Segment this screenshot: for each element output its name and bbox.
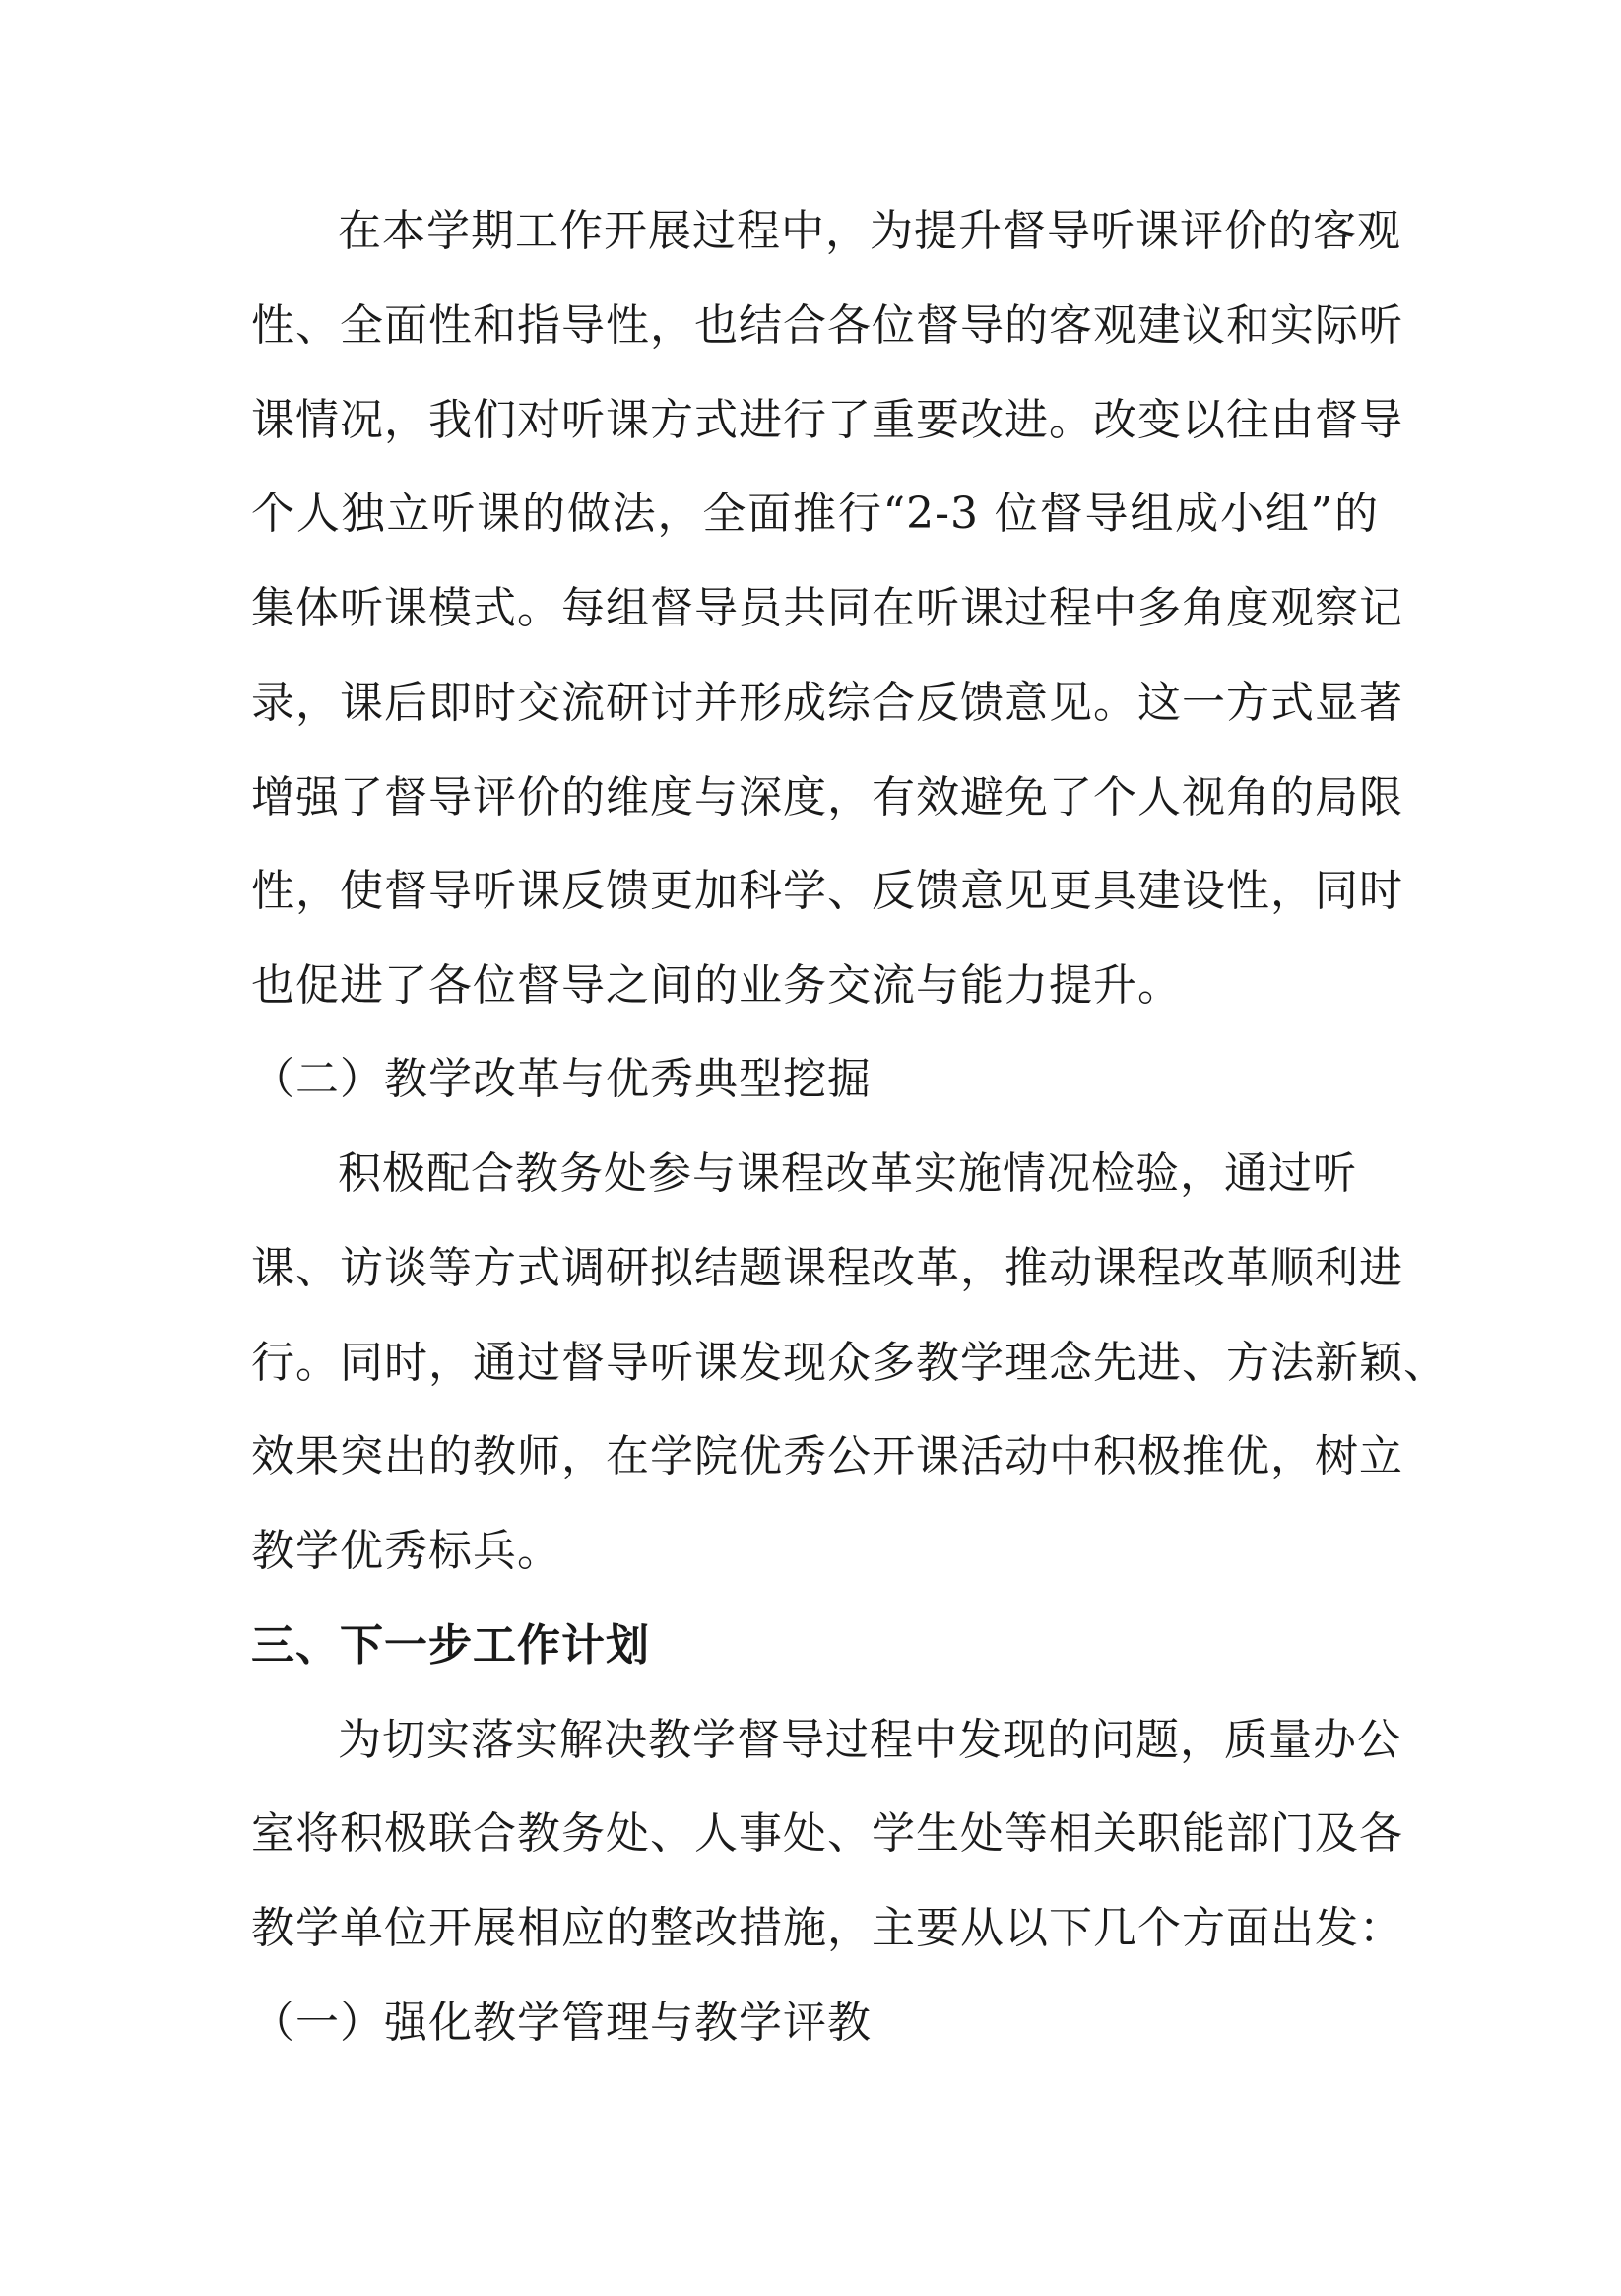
paragraph-2-line-3: 行。同时，通过督导听课发现众多教学理念先进、方法新颖、 (251, 1338, 1448, 1388)
paragraph-2-line-1: 积极配合教务处参与课程改革实施情况检验，通过听 (338, 1148, 1357, 1199)
paragraph-1-line-4: 个人独立听课的做法，全面推行“2-3 位督导组成小组”的 (251, 489, 1379, 539)
subheading-teaching-reform: （二）教学改革与优秀典型挖掘 (251, 1054, 872, 1104)
paragraph-3-line-3: 教学单位开展相应的整改措施，主要从以下几个方面出发： (251, 1903, 1403, 1953)
paragraph-1-line-5: 集体听课模式。每组督导员共同在听课过程中多角度观察记 (251, 583, 1403, 633)
subheading-teaching-management: （一）强化教学管理与教学评教 (251, 1998, 872, 2048)
paragraph-1-line-6: 录，课后即时交流研讨并形成综合反馈意见。这一方式显著 (251, 678, 1403, 728)
paragraph-1-line-2: 性、全面性和指导性，也结合各位督导的客观建议和实际听 (251, 300, 1403, 351)
paragraph-2-line-4: 效果突出的教师，在学院优秀公开课活动中积极推优，树立 (251, 1431, 1403, 1481)
paragraph-1-line-1: 在本学期工作开展过程中，为提升督导听课评价的客观 (338, 206, 1401, 256)
paragraph-1-line-8: 性，使督导听课反馈更加科学、反馈意见更具建设性，同时 (251, 866, 1403, 916)
paragraph-1-line-7: 增强了督导评价的维度与深度，有效避免了个人视角的局限 (251, 772, 1403, 822)
section-heading-next-plan: 三、下一步工作计划 (251, 1620, 650, 1671)
paragraph-2-line-5: 教学优秀标兵。 (251, 1526, 561, 1576)
paragraph-3-line-2: 室将积极联合教务处、人事处、学生处等相关职能部门及各 (251, 1808, 1403, 1859)
paragraph-3-line-1: 为切实落实解决教学督导过程中发现的问题，质量办公 (338, 1715, 1401, 1765)
paragraph-2-line-2: 课、访谈等方式调研拟结题课程改革，推动课程改革顺利进 (251, 1243, 1403, 1293)
paragraph-1-line-3: 课情况，我们对听课方式进行了重要改进。改变以往由督导 (251, 395, 1403, 445)
paragraph-1-line-9: 也促进了各位督导之间的业务交流与能力提升。 (251, 960, 1182, 1011)
